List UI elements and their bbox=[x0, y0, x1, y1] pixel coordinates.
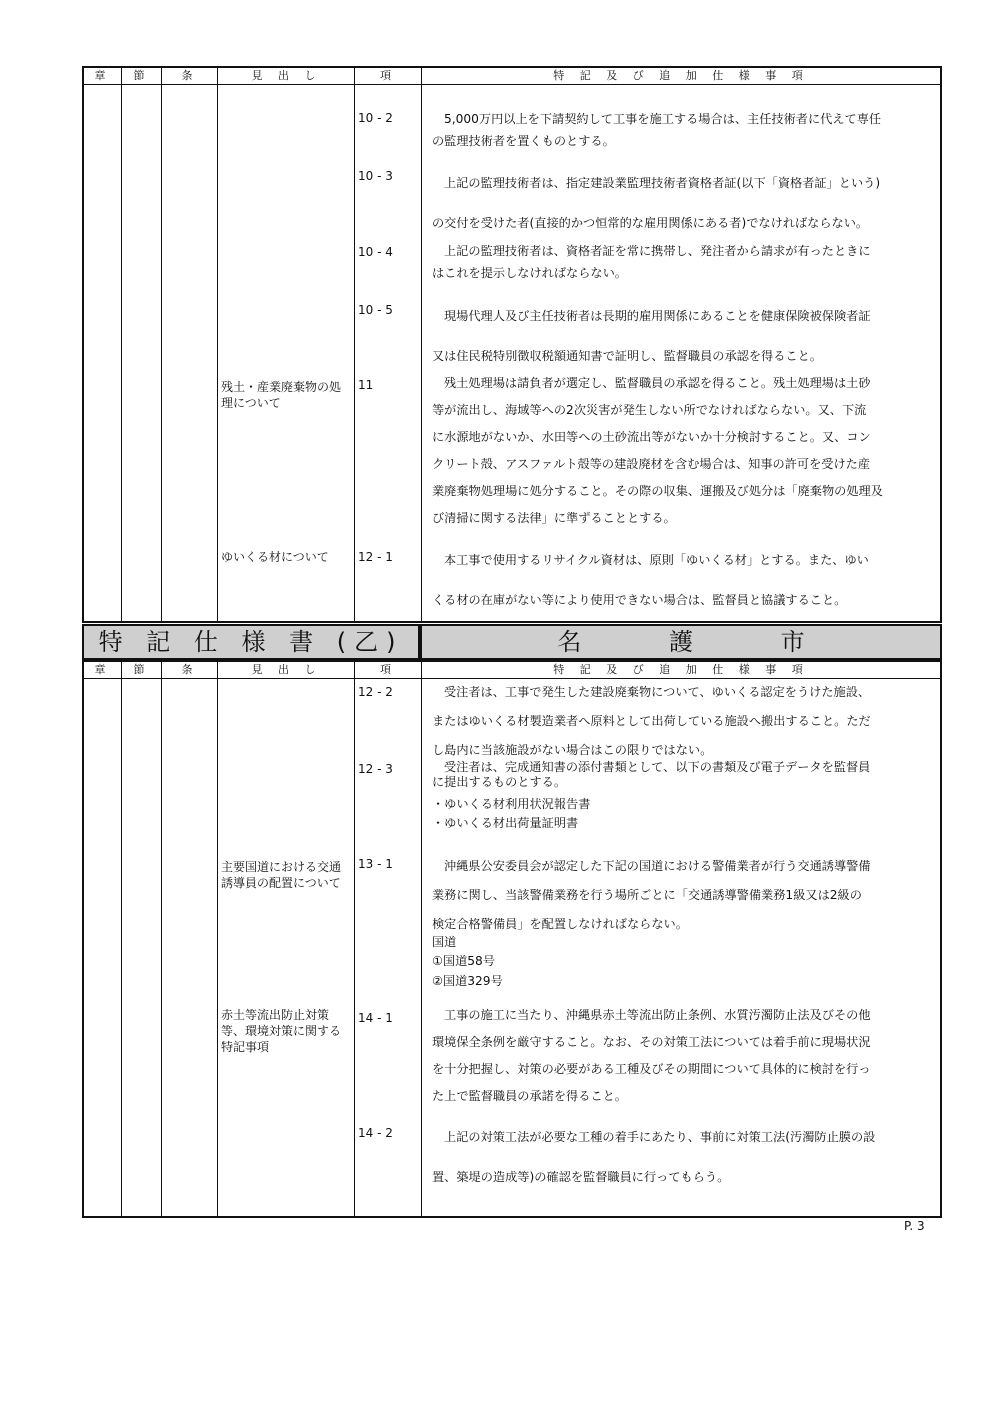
item-text: 本工事で使用するリサイクル資材は、原則「ゆいくる材」とする。また、ゆい くる材の在庫がない等により使用できない場合は、監督員と協議すること。 bbox=[432, 553, 869, 607]
item-number: 10 - 4 bbox=[358, 245, 393, 259]
title-banner-left bbox=[82, 624, 420, 660]
col-divider bbox=[354, 662, 355, 1216]
header-setsu: 節 bbox=[133, 663, 151, 676]
item-number: 10 - 5 bbox=[358, 303, 393, 317]
item-heading: ゆいくる材について bbox=[221, 550, 329, 564]
title-banner-right bbox=[420, 624, 942, 660]
item-text: 工事の施工に当たり、沖縄県赤土等流出防止条例、水質汚濁防止法及びその他 環境保全条例を厳守すること。なお、その対策工法については着手前に現場状況 を十分把握し、対策の必要がある工種及びその期間について具体的に検討を行っ た上で監督職員の承諾を得ること。 bbox=[432, 1008, 871, 1103]
header-setsu: 節 bbox=[133, 69, 151, 82]
item-heading: 赤土等流出防止対策等、環境対策に関する特記事項 bbox=[221, 1008, 342, 1054]
page-number: P. 3 bbox=[904, 1219, 925, 1233]
item-number: 12 - 3 bbox=[358, 762, 393, 776]
col-divider bbox=[161, 662, 162, 1216]
header-midashi: 見 出 し bbox=[251, 663, 322, 676]
document-title: 特 記 仕 様 書 (乙) bbox=[98, 628, 404, 656]
col-divider bbox=[421, 662, 422, 1216]
item-text: 上記の監理技術者は、資格者証を常に携帯し、発注者から請求が有ったときに はこれを提示しなければならない。 bbox=[432, 244, 871, 280]
item-text: 残土処理場は請負者が選定し、監督職員の承認を得ること。残土処理場は土砂 等が流出し、海域等への2次災害が発生しない所でなければならない。又、下流 に水源地がないか、水田等への土砂流出等がないか十分検討すること。又、コン クリート殻、アスファルト殻等の建設廃材を含む場合は、知事の許可を受けた産 業廃棄物処理場に処分すること。その際の収集、運搬及び処分は「廃棄物の処理及 び清掃に関する法律」に準ずることとする。 bbox=[432, 376, 883, 525]
col-divider bbox=[121, 68, 122, 621]
item-heading: 主要国道における交通誘導員の配置について bbox=[221, 860, 342, 890]
item-text: 上記の監理技術者は、指定建設業監理技術者資格者証(以下「資格者証」という) の交付を受けた者(直接的かつ恒常的な雇用関係にある者)でなければならない。 bbox=[432, 176, 881, 230]
item-text: 5,000万円以上を下請契約して工事を施工する場合は、主任技術者に代えて専任 の監理技術者を置くものとする。 bbox=[432, 112, 882, 148]
item-number: 11 bbox=[358, 378, 374, 392]
municipality-name: 名 護 市 bbox=[557, 628, 805, 656]
header-tokki: 特 記 及 び 追 加 仕 様 事 項 bbox=[553, 663, 809, 676]
item-number: 12 - 2 bbox=[358, 685, 393, 699]
header-jou: 条 bbox=[181, 69, 199, 82]
item-text: 受注者は、工事で発生した建設廃棄物について、ゆいくる認定をうけた施設、 またはゆいくる材製造業者へ原料として出荷している施設へ搬出すること。ただ し島内に当該施設がない場合はこの限りではない。 bbox=[432, 685, 871, 757]
item-text: 現場代理人及び主任技術者は長期的雇用関係にあることを健康保険被保険者証 又は住民税特別徴収税額通知書で証明し、監督職員の承認を得ること。 bbox=[432, 309, 871, 363]
header-jou: 条 bbox=[181, 663, 199, 676]
spec-table-1 bbox=[82, 66, 942, 623]
col-divider bbox=[217, 68, 218, 621]
col-divider bbox=[161, 68, 162, 621]
item-text: 上記の対策工法が必要な工種の着手にあたり、事前に対策工法(汚濁防止膜の設 置、築堤の造成等)の確認を監督職員に行ってもらう。 bbox=[432, 1130, 876, 1184]
item-number: 10 - 2 bbox=[358, 111, 393, 125]
col-divider bbox=[421, 68, 422, 621]
header-shou: 章 bbox=[94, 663, 112, 676]
item-number: 14 - 2 bbox=[358, 1126, 393, 1140]
item-number: 10 - 3 bbox=[358, 169, 393, 183]
table-header bbox=[84, 662, 940, 679]
col-divider bbox=[354, 68, 355, 621]
col-divider bbox=[121, 662, 122, 1216]
item-heading: 残土・産業廃棄物の処理について bbox=[221, 380, 342, 410]
item-number: 13 - 1 bbox=[358, 857, 393, 871]
col-divider bbox=[217, 662, 218, 1216]
item-number: 12 - 1 bbox=[358, 550, 393, 564]
header-shou: 章 bbox=[94, 69, 112, 82]
header-midashi: 見 出 し bbox=[251, 69, 322, 82]
table-header bbox=[84, 68, 940, 85]
spec-table-2 bbox=[82, 660, 942, 1218]
header-tokki: 特 記 及 び 追 加 仕 様 事 項 bbox=[553, 69, 809, 82]
header-koumoku: 項 bbox=[380, 663, 397, 676]
header-koumoku: 項 bbox=[380, 69, 397, 82]
item-text: 沖縄県公安委員会が認定した下記の国道における警備業者が行う交通誘導警備 業務に関し、当該警備業務を行う場所ごとに「交通誘導警備業務1級又は2級の 検定合格警備員」を配置しなければならない。 国道 ①国道58号 ②国道329号 bbox=[432, 859, 871, 988]
item-text: 受注者は、完成通知書の添付書類として、以下の書類及び電子データを監督員 に提出するものとする。 ・ゆいくる材利用状況報告書 ・ゆいくる材出荷量証明書 bbox=[432, 760, 871, 830]
item-number: 14 - 1 bbox=[358, 1011, 393, 1025]
